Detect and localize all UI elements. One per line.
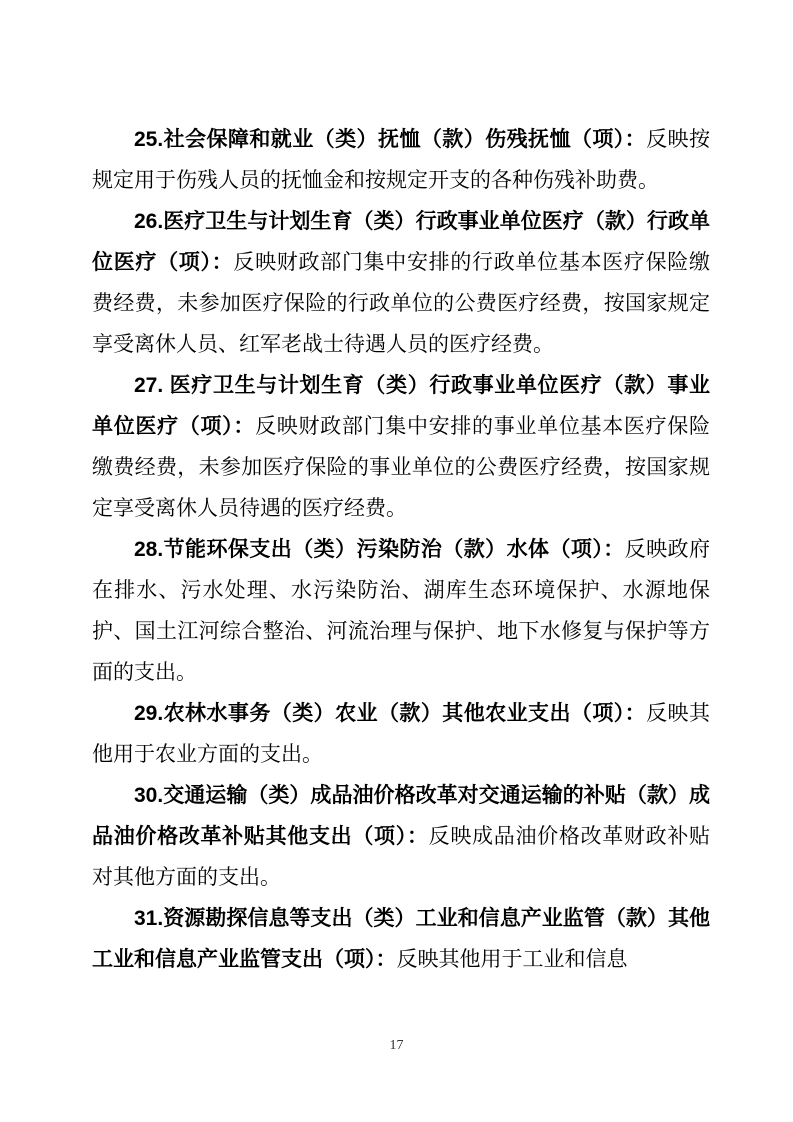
paragraph-28-heading: 28.节能环保支出（类）污染防治（款）水体（项）： [134,538,625,561]
paragraph-26-body: 反映财政部门集中安排的行政单位基本医疗保险缴费经费，未参加医疗保险的行政单位的公费医疗经费，按国家规定享受离休人员、红军老战士待遇人员的医疗经费。 [92,251,710,356]
paragraph-27 [92,365,710,529]
page-number: 17 [389,1038,404,1053]
paragraph-31-heading: 31.资源勘探信息等支出（类）工业和信息产业监管（款）其他工业和信息产业监管支出（项）： [92,907,710,971]
paragraph-28-body: 反映政府在排水、污水处理、水污染防治、湖库生态环境保护、水源地保护、国土江河综合整治、河流治理与保护、地下水修复与保护等方面的支出。 [92,538,710,684]
paragraph-29 [92,693,710,775]
paragraph-26-heading: 26.医疗卫生与计划生育（类）行政事业单位医疗（款）行政单位医疗（项）： [92,210,710,274]
paragraph-25-body: 反映按规定用于伤残人员的抚恤金和按规定开支的各种伤残补助费。 [92,128,710,192]
paragraph-28 [92,529,710,693]
paragraph-30-heading: 30.交通运输（类）成品油价格改革对交通运输的补贴（款）成品油价格改革补贴其他支出（项）： [92,784,710,848]
paragraph-27-heading: 27. 医疗卫生与计划生育（类）行政事业单位医疗（款）事业单位医疗（项）： [92,374,710,438]
paragraph-26 [92,201,710,365]
document-content [92,119,710,980]
paragraph-30 [92,775,710,898]
paragraph-25 [92,119,710,201]
paragraph-25-heading: 25.社会保障和就业（类）抚恤（款）伤残抚恤（项）： [134,128,647,151]
paragraph-31 [92,898,710,980]
paragraph-29-body: 反映其他用于农业方面的支出。 [92,702,710,766]
paragraph-31-body: 反映其他用于工业和信息 [396,948,628,971]
paragraph-30-body: 反映成品油价格改革财政补贴对其他方面的支出。 [92,825,711,889]
paragraph-27-body: 反映财政部门集中安排的事业单位基本医疗保险缴费经费，未参加医疗保险的事业单位的公费医疗经费，按国家规定享受离休人员待遇的医疗经费。 [92,415,711,520]
paragraph-29-heading: 29.农林水事务（类）农业（款）其他农业支出（项）： [134,702,647,725]
